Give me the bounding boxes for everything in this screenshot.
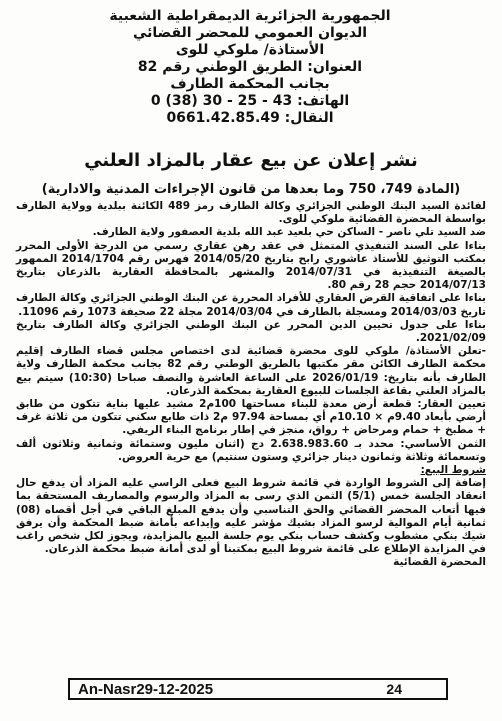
paragraph-conditions-heading: شروط البيع: <box>420 464 486 477</box>
address-line-2: بجانب المحكمة الطارف <box>170 76 330 92</box>
bailiff-name: الأستاذة/ ملوكي للوى <box>175 42 325 58</box>
mobile-line: النقال: 0661.42.85.49 <box>166 110 334 126</box>
paragraph-property: تعيين العقار: قطعة أرض معدة للبناء مساحتها 100م2 مشيد عليها بناية تتكون من طابق أرضي بأبعاد 9.40م × 10.10م أي بمساحة 97.94 م2 ذات طابع سكني تتكون من ثلاثة غرف + مطبخ + حمام ومرحاض + رواق، منجز في إطار برنامج البناء الريفي. <box>16 398 486 437</box>
header-block <box>60 8 440 127</box>
paragraph-beneficiary: لفائدة السيد البنك الوطني الجزائري وكالة الطارف رمز 489 الكائنة ببلدية وولاية الطارف بواسطة المحضرة القضائية ملوكي للوى. <box>16 200 486 226</box>
article-reference: (المادة 749، 750 وما بعدها من قانون الإجراءات المدنية والادارية) <box>41 182 461 197</box>
page-number: 24 <box>386 681 402 697</box>
paragraph-price: الثمن الأساسي: محدد بـ 2.638.983.60 دج (اثنان مليون وستمائة وثمانية وثلاثون ألف وتسعمائة وثلاثة وثمانون دينار جزائري وستون سنتيم) مع حرية العروض. <box>16 437 486 463</box>
paragraph-mortgage: بناءا على السند التنفيذي المتمثل في عقد رهن عقاري رسمي من الدرجة الأولى المحرر بمكتب التوثيق للأستاذ عاشوري رابح بتاريخ 2014/05/20 فهرس رقم 2014/1704 الممهور بالصيغة التنفيذية في 2014/07/31 والمشهر بالمحافظة العقارية بالذرعان بتاريخ 2014/07/13 حجم 28 رقم 80. <box>16 239 486 292</box>
notice-body <box>16 200 486 570</box>
newspaper-date: An-Nasr29-12-2025 <box>78 680 214 698</box>
paragraph-conditions: إضافة إلى الشروط الواردة في قائمة شروط البيع فعلى الراسي عليه المزاد أن يدفع حال انعقاد الجلسة خمس (5/1) الثمن الذي رسى به المزاد والرسوم والمصاريف المستحقة بما فيها أتعاب المحضر القضائي والحق التناسبي وأن يدفع المبلغ الباقي في أجل أقصاه (08) ثمانية أيام الموالية لرسو المزاد بشيك مؤشر عليه وإيداعه بأمانة ضبط المحكمة وأن يرفق شيك بنكي مشطوب وكشف حساب بنكي يوم جلسة البيع بالمزايدة، ويجوز لكل شخص راغب في المزايدة الإطلاع على قائمة شروط البيع بمكتبنا أو لدى أمانة ضبط محكمة الذرعان. <box>16 477 486 556</box>
republic-line: الجمهورية الجزائرية الديمقراطية الشعبية <box>109 8 391 24</box>
phone-line: الهاتف: 43 - 25 - 30 (38) 0 <box>150 93 350 109</box>
address-line: العنوان: الطريق الوطني رقم 82 <box>137 59 363 75</box>
footer-bar <box>68 678 448 700</box>
paragraph-debt: بناءا على جدول تحيين الدين المحرر عن البنك الوطني الجزائري وكالة الطارف بتاريخ 2021/02/09. <box>16 318 486 345</box>
signature-line: المحضرة القضائية <box>393 556 486 569</box>
paragraph-debtor: ضد السيد تلي ناصر - الساكن حي بلعيد عبد الله بلدية العصفور ولاية الطارف. <box>92 226 486 239</box>
notice-title: نشر إعلان عن بيع عقار بالمزاد العلني <box>84 150 418 171</box>
office-line: الديوان العمومي للمحضر القضائي <box>132 25 368 41</box>
paragraph-announcement: -تعلن الأستاذة/ ملوكي للوى محضرة قضائية لدى اختصاص مجلس قضاء الطارف إقليم محكمة الطارف الكائن مقر مكتبها بالطريق الوطني رقم 82 بجانب محكمة الطارف ولاية الطارف بأنه بتاريخ: 2026/01/19 على الساعة العاشرة والنصف صباحا (10:30) سيتم بيع بالمزاد العلني بقاعة الجلسات للبيوع العقارية بمحكمة الذرعان. <box>16 345 486 397</box>
paragraph-loan: بناءا على اتفاقية القرض العقاري للأفراد المحررة عن البنك الوطني الجزائري وكالة الطارف تاريخ 2014/03/03 ومسجلة بالطارف في 2014/03/04 مجلة 22 صحيفة 1073 رقم 11096. <box>16 292 486 318</box>
